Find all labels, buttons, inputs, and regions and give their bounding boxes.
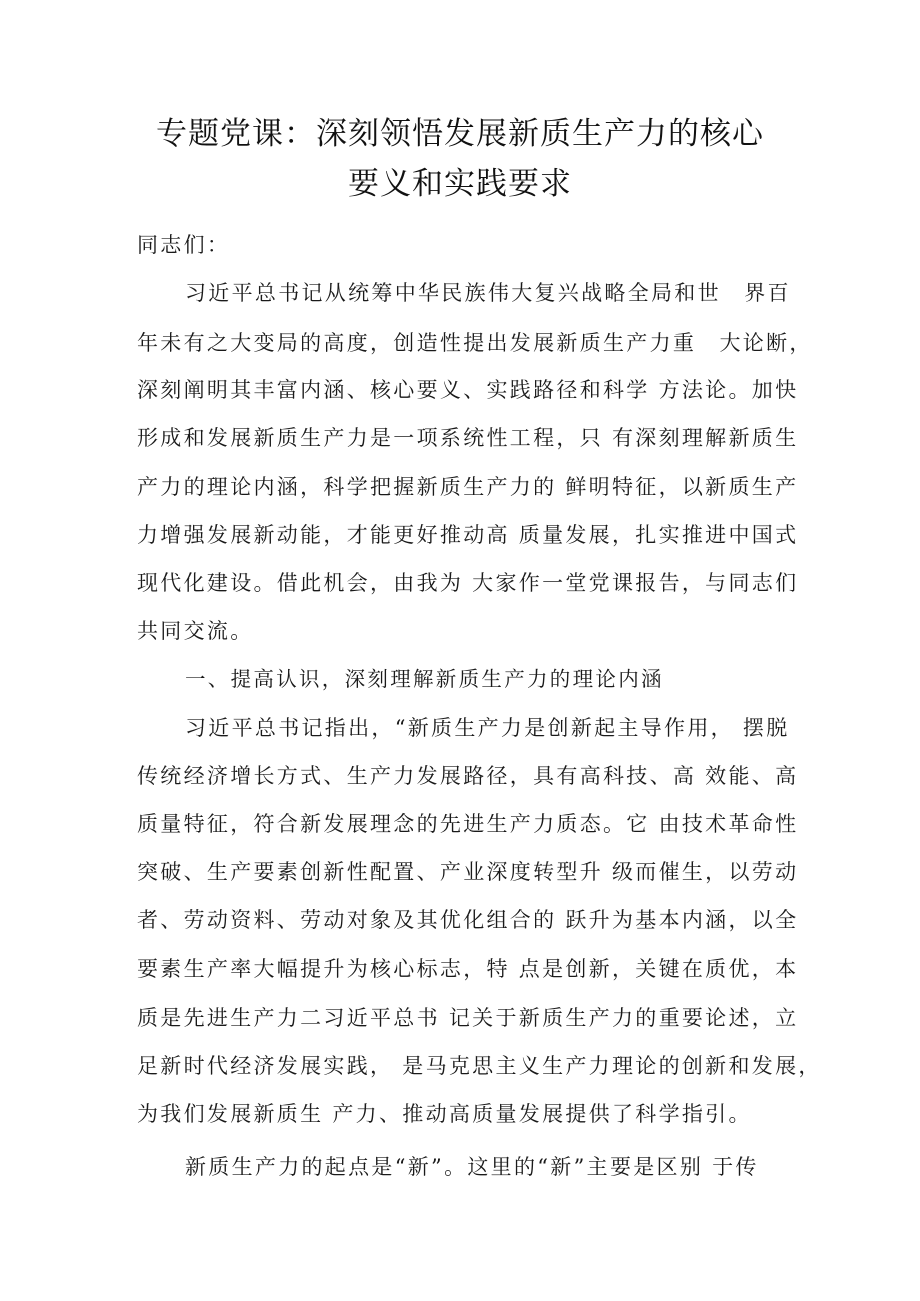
paragraph-line: 新质生产力的起点是“新”。这里的“新”主要是区别 于传 [185, 1155, 759, 1179]
paragraph-line: 深刻阐明其丰富内涵、核心要义、实践路径和科学 方法论。加快 [137, 378, 799, 402]
paragraph-line: 质是先进生产力二习近平总书 记关于新质生产力的重要论述，立 [137, 1006, 799, 1030]
document-title-line-1: 专题党课：深刻领悟发展新质生产力的核心 [156, 116, 764, 152]
paragraph-line: 年未有之大变局的高度，创造性提出发展新质生产力重 大论断， [137, 331, 813, 355]
paragraph-line: 现代化建设。借此机会，由我为 大家作一堂党课报告，与同志们 [137, 571, 799, 595]
document-title-line-2: 要义和实践要求 [348, 166, 572, 202]
paragraph-line: 质量特征，符合新发展理念的先进生产力质态。它 由技术革命性 [137, 812, 799, 836]
section-heading: 一、提高认识，深刻理解新质生产力的理论内涵 [185, 667, 664, 691]
paragraph-line: 习近平总书记指出，“新质生产力是创新起主导作用， 摆脱 [185, 716, 790, 740]
paragraph-line: 力增强发展新动能，才能更好推动高 质量发展，扎实推进中国式 [137, 523, 799, 547]
paragraph-line: 传统经济增长方式、生产力发展路径，具有高科技、高 效能、高 [137, 764, 799, 788]
salutation: 同志们： [137, 233, 231, 257]
paragraph-line: 者、劳动资料、劳动对象及其优化组合的 跃升为基本内涵，以全 [137, 908, 799, 932]
paragraph-line: 共同交流。 [137, 619, 254, 643]
paragraph-line: 足新时代经济发展实践， 是马克思主义生产力理论的创新和发展， [137, 1054, 822, 1078]
paragraph-line: 突破、生产要素创新性配置、产业深度转型升 级而催生，以劳动 [137, 860, 799, 884]
paragraph-line: 要素生产率大幅提升为核心标志，特 点是创新，关键在质优，本 [137, 957, 799, 981]
paragraph-line: 形成和发展新质生产力是一项系统性工程，只 有深刻理解新质生 [137, 426, 799, 450]
paragraph-line: 为我们发展新质生 产力、推动高质量发展提供了科学指引。 [137, 1102, 752, 1126]
paragraph-line: 习近平总书记从统筹中华民族伟大复兴战略全局和世 界百 [185, 281, 791, 305]
paragraph-line: 产力的理论内涵，科学把握新质生产力的 鲜明特征，以新质生产 [137, 475, 799, 499]
